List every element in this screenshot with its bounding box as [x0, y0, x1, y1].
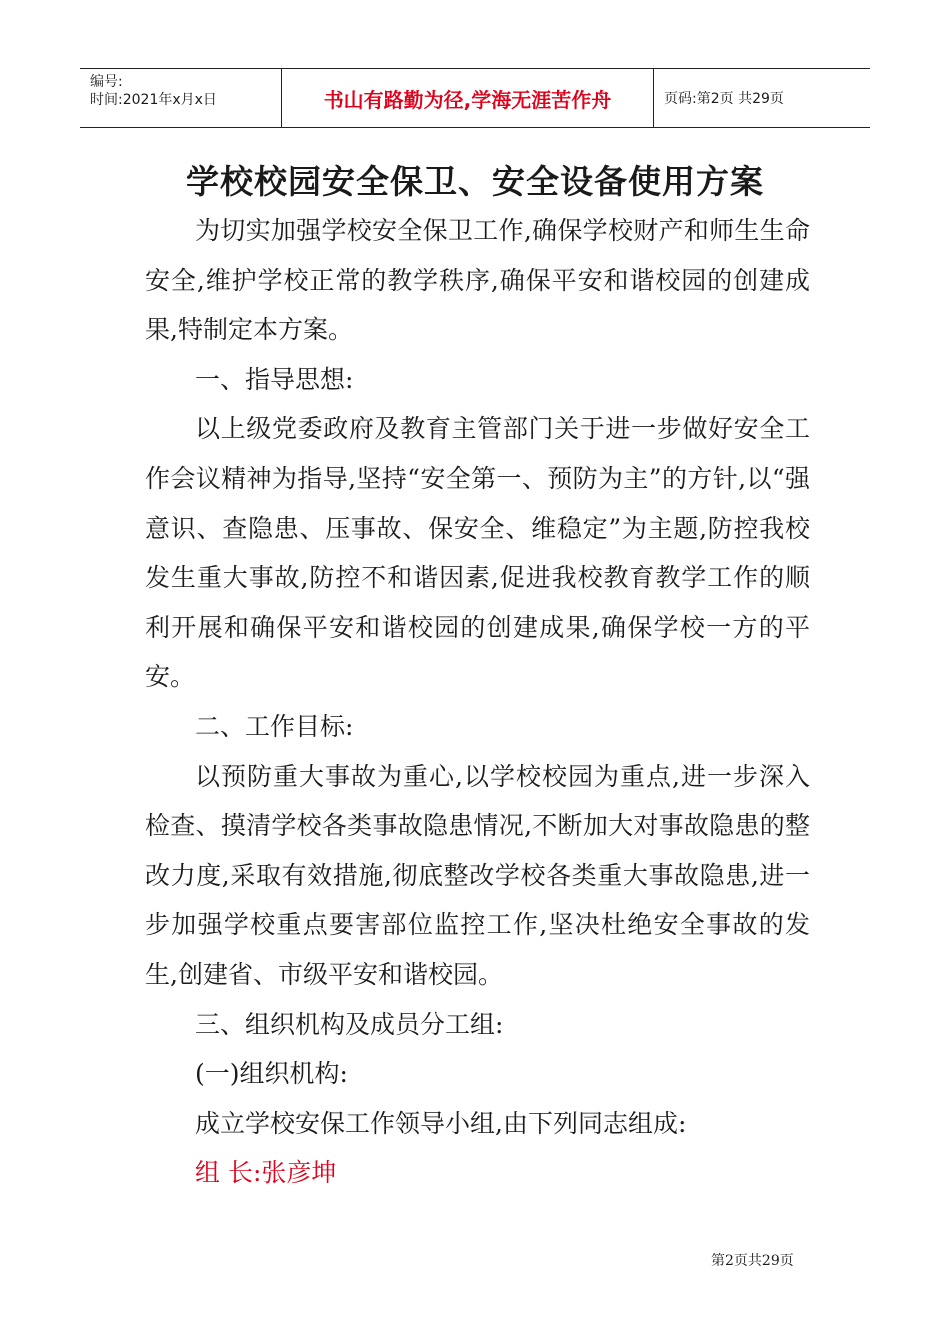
paragraph-organization: 成立学校安保工作领导小组,由下列同志组成:: [195, 1108, 687, 1138]
subsection-heading-organization: (一)组织机构:: [195, 1059, 348, 1089]
section-heading-work-goals: 二、工作目标:: [195, 711, 354, 741]
document-title: 学校校园安全保卫、安全设备使用方案: [186, 162, 764, 201]
document-body: [145, 206, 810, 1198]
header-motto: 书山有路勤为径,学海无涯苦作舟: [282, 69, 654, 127]
document-number-label: 编号:: [90, 74, 123, 90]
header-meta-cell: [80, 69, 282, 127]
group-leader-line: 组 长:张彦坤: [195, 1158, 337, 1188]
section-heading-guiding-thought: 一、指导思想:: [195, 364, 354, 394]
header-page-label: 页码:第2页 共29页: [664, 91, 784, 107]
paragraph-guiding-thought: 以上级党委政府及教育主管部门关于进一步做好安全工作会议精神为指导,坚持“安全第一、预防为主”的方针,以“强意识、查隐患、压事故、保安全、维稳定”为主题,防控我校发生重大事故,防控不和谐因素,促进我校教育教学工作的顺利开展和确保平安和谐校园的创建成果,确保学校一方的平安。: [145, 414, 810, 692]
page-footer: 第2页共29页: [711, 1253, 794, 1269]
section-heading-organization: 三、组织机构及成员分工组:: [195, 1009, 504, 1039]
document-time-label: 时间:2021年x月x日: [90, 92, 217, 108]
paragraph-intro: 为切实加强学校安全保卫工作,确保学校财产和师生生命安全,维护学校正常的教学秩序,确保平安和谐校园的创建成果,特制定本方案。: [145, 216, 810, 345]
page-header: [80, 68, 870, 128]
paragraph-work-goals: 以预防重大事故为重心,以学校校园为重点,进一步深入检查、摸清学校各类事故隐患情况,不断加大对事故隐患的整改力度,采取有效措施,彻底整改学校各类重大事故隐患,进一步加强学校重点要害部位监控工作,坚决杜绝安全事故的发生,创建省、市级平安和谐校园。: [145, 761, 810, 989]
